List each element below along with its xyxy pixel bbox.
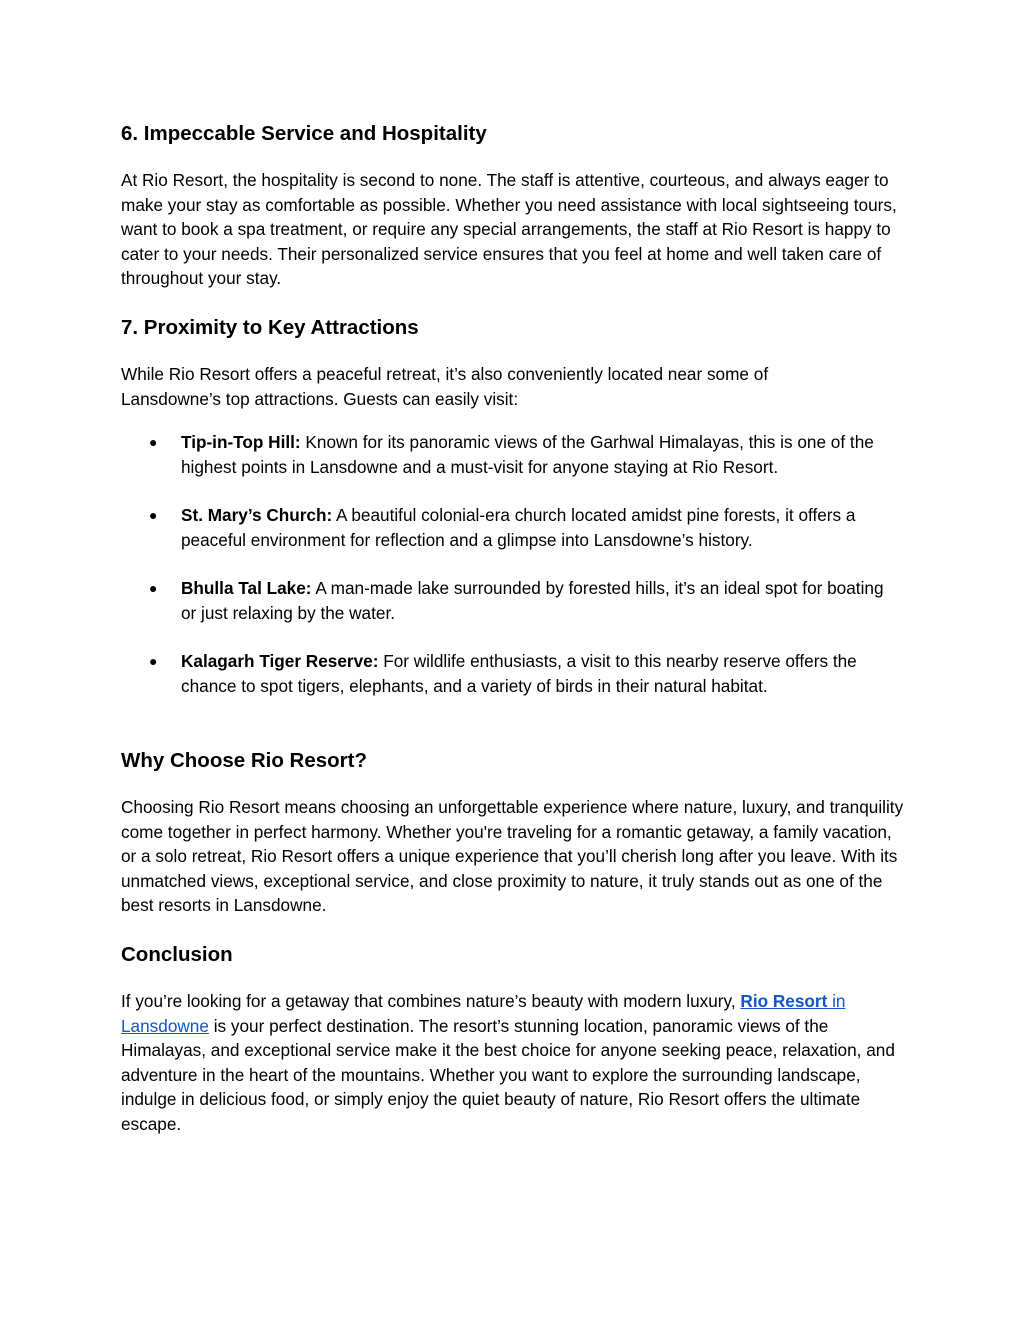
bullet-icon: ● (149, 434, 158, 450)
attraction-title: Bhulla Tal Lake: (181, 578, 312, 598)
attraction-text: Known for its panoramic views of the Garhwal Himalayas, this is one of the highest points in Lansdowne and a must-visit for anyone staying at Rio Resort. (181, 432, 874, 477)
bullet-icon: ● (149, 580, 158, 596)
attraction-text: For wildlife enthusiasts, a visit to this nearby reserve offers the chance to spot tigers, elephants, and a variety of birds in their natural habitat. (181, 651, 857, 696)
why-choose-heading: Why Choose Rio Resort? (121, 749, 368, 772)
conclusion-heading: Conclusion (121, 943, 233, 966)
bullet-icon: ● (149, 507, 158, 523)
attraction-text: A man-made lake surrounded by forested hills, it’s an ideal spot for boating or just relaxing by the water. (181, 578, 884, 623)
attraction-title: Tip-in-Top Hill: (181, 432, 301, 452)
section-7-intro: While Rio Resort offers a peaceful retreat, it’s also conveniently located near some of Lansdowne’s top attractions. Guests can easily visit: (121, 364, 769, 409)
conclusion-text-before: If you’re looking for a getaway that combines nature’s beauty with modern luxury, (121, 991, 741, 1011)
attraction-title: St. Mary’s Church: (181, 505, 333, 525)
why-choose-paragraph: Choosing Rio Resort means choosing an unforgettable experience where nature, luxury, and tranquility come together in perfect harmony. Whether you're traveling for a romantic getaway, a family vacation, or a solo retreat, Rio Resort offers a unique experience that you’ll cherish long after you leave. With its unmatched views, exceptional service, and close proximity to nature, it truly stands out as one of the best resorts in Lansdowne. (121, 797, 904, 915)
bullet-icon: ● (149, 653, 158, 669)
section-6-heading: 6. Impeccable Service and Hospitality (121, 122, 487, 145)
attraction-text: A beautiful colonial-era church located amidst pine forests, it offers a peaceful environment for reflection and a glimpse into Lansdowne’s history. (181, 505, 856, 550)
rio-resort-link-rest: in Lansdowne (121, 991, 846, 1036)
attraction-title: Kalagarh Tiger Reserve: (181, 651, 379, 671)
section-6-paragraph: At Rio Resort, the hospitality is second to none. The staff is attentive, courteous, and always eager to make your stay as comfortable as possible. Whether you need assistance with local sightseeing tours, want to book a spa treatment, or require any special arrangements, the staff at Rio Resort is happy to cater to your needs. Their personalized service ensures that you feel at home and well taken care of throughout your stay. (121, 170, 897, 288)
section-7-heading: 7. Proximity to Key Attractions (121, 316, 419, 339)
conclusion-text-after: is your perfect destination. The resort’s stunning location, panoramic views of the Himalayas, and exceptional service make it the best choice for anyone seeking peace, relaxation, and adventure in the heart of the mountains. Whether you want to explore the surrounding landscape, indulge in delicious food, or simply enjoy the quiet beauty of nature, Rio Resort offers the ultimate escape. (121, 1015, 895, 1134)
conclusion-paragraph (121, 989, 911, 1136)
rio-resort-link-bold: Rio Resort (740, 991, 828, 1011)
